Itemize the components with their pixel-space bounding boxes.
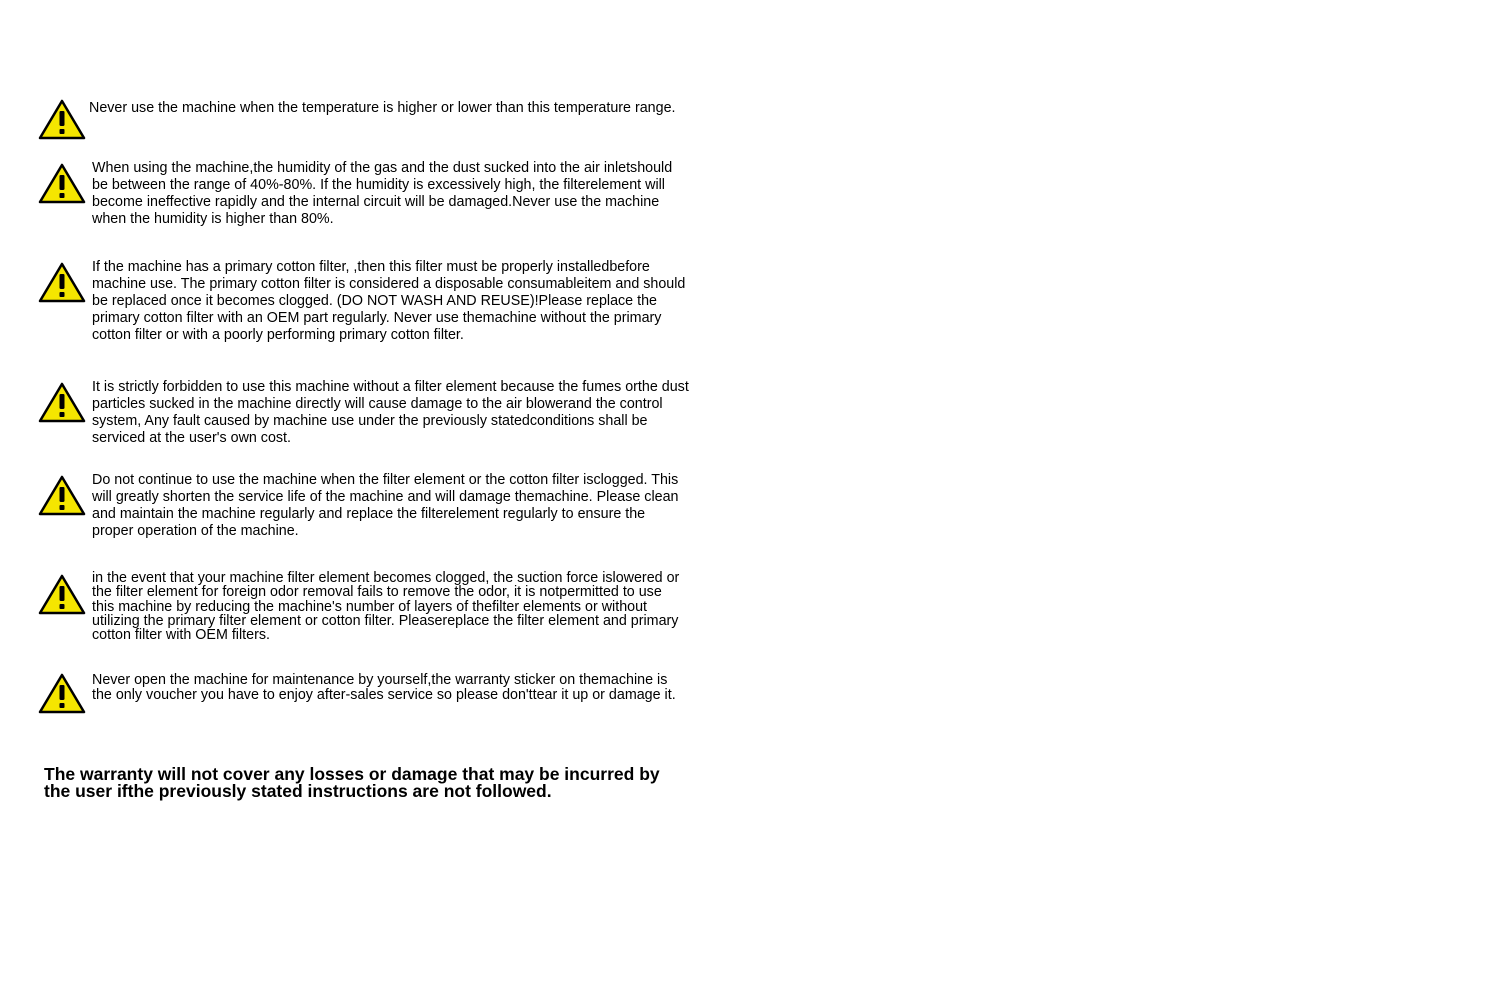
- warranty-note: The warranty will not cover any losses or damage that may be incurred by the user ifthe previously stated instructions are not followed.: [44, 764, 660, 801]
- warning-triangle-icon: [38, 574, 86, 616]
- warning-triangle-icon: [38, 382, 86, 424]
- warning-text: in the event that your machine filter element becomes clogged, the suction force islowered or the filter element for foreign odor removal fails to remove the odor, it is notpermitted to use this machine by reducing the machine's number of layers of thefilter elements or without utilizing the primary filter element or cotton filter. Pleasereplace the filter element and primary cotton filter with OEM filters.: [92, 570, 680, 644]
- warning-triangle-icon: [38, 99, 86, 141]
- warning-text: Never open the machine for maintenance by yourself,the warranty sticker on themachine is the only voucher you have to enjoy after-sales service so please don'ttear it up or damage it.: [92, 672, 676, 703]
- warning-text: When using the machine,the humidity of the gas and the dust sucked into the air inletshould be between the range of 40%-80%. If the humidity is excessively high, the filterelement will become ineffective rapidly and the internal circuit will be damaged.Never use the machine when the humidity is higher than 80%.: [92, 160, 673, 227]
- warning-triangle-icon: [38, 262, 86, 304]
- warning-text: Do not continue to use the machine when the filter element or the cotton filter isclogged. This will greatly shorten the service life of the machine and will damage themachine. Please clean and maintain the machine regularly and replace the filterelement regularly to ensure the proper operation of the machine.: [92, 472, 679, 539]
- warning-triangle-icon: [38, 163, 86, 205]
- warning-text: If the machine has a primary cotton filter, ,then this filter must be properly installedbefore machine use. The primary cotton filter is considered a disposable consumableitem and should be replaced once it becomes clogged. (DO NOT WASH AND REUSE)!Please replace the primary cotton filter with an OEM part regularly. Never use themachine without the primary cotton filter or with a poorly performing primary cotton filter.: [92, 259, 686, 343]
- warning-triangle-icon: [38, 475, 86, 517]
- warning-triangle-icon: [38, 673, 86, 715]
- warning-text: It is strictly forbidden to use this machine without a filter element because the fumes orthe dust particles sucked in the machine directly will cause damage to the air blowerand the control system, Any fault caused by machine use under the previously statedconditions shall be serviced at the user's own cost.: [92, 379, 689, 446]
- warning-text: Never use the machine when the temperature is higher or lower than this temperature range.: [89, 100, 676, 116]
